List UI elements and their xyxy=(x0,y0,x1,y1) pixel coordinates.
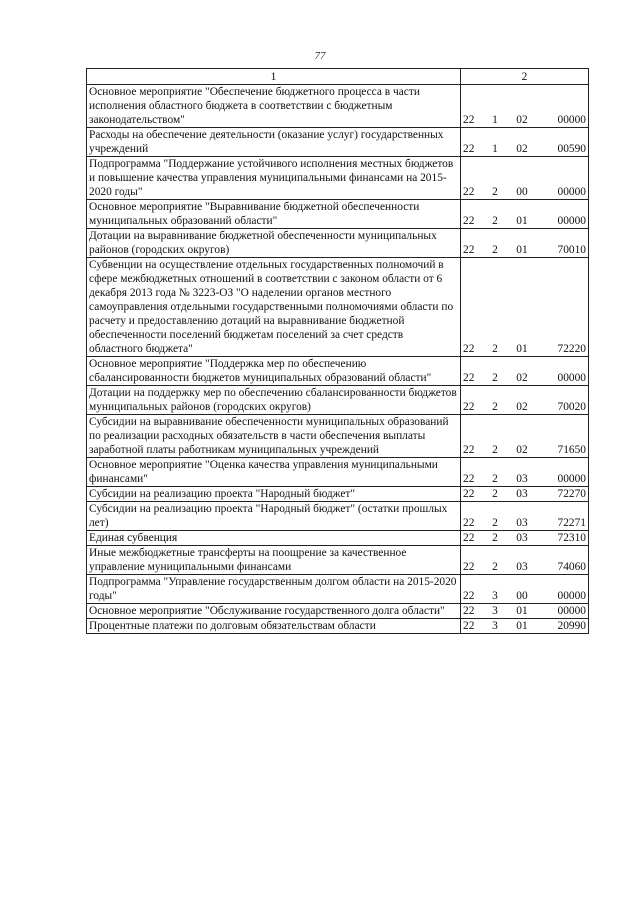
code-direction: 72271 xyxy=(557,517,586,529)
row-classification-code xyxy=(461,229,589,258)
row-classification-code xyxy=(461,415,589,458)
code-activity: 02 xyxy=(516,143,528,155)
code-direction: 70010 xyxy=(557,244,586,256)
row-classification-code xyxy=(461,85,589,128)
row-description: Субсидии на реализацию проекта "Народный бюджет" xyxy=(87,487,461,502)
code-activity: 03 xyxy=(516,532,528,544)
code-direction: 00000 xyxy=(557,372,586,384)
row-description: Единая субвенция xyxy=(87,531,461,546)
table-row xyxy=(87,386,589,415)
code-direction: 00000 xyxy=(557,473,586,485)
table-row xyxy=(87,604,589,619)
code-activity: 03 xyxy=(516,517,528,529)
code-subprogram: 3 xyxy=(492,605,498,617)
row-description: Основное мероприятие "Оценка качества управления муниципальными финансами" xyxy=(87,458,461,487)
row-description: Подпрограмма "Управление государственным долгом области на 2015-2020 годы" xyxy=(87,575,461,604)
row-classification-code xyxy=(461,502,589,531)
code-program: 22 xyxy=(463,143,475,155)
code-subprogram: 2 xyxy=(492,215,498,227)
row-classification-code xyxy=(461,458,589,487)
code-direction: 00000 xyxy=(557,590,586,602)
table-row xyxy=(87,157,589,200)
code-program: 22 xyxy=(463,244,475,256)
code-program: 22 xyxy=(463,532,475,544)
row-description: Процентные платежи по долговым обязательствам области xyxy=(87,619,461,634)
code-activity: 00 xyxy=(516,186,528,198)
table-row xyxy=(87,502,589,531)
code-subprogram: 2 xyxy=(492,186,498,198)
row-classification-code xyxy=(461,200,589,229)
code-program: 22 xyxy=(463,215,475,227)
code-direction: 00000 xyxy=(557,215,586,227)
row-classification-code xyxy=(461,386,589,415)
table-row xyxy=(87,619,589,634)
code-activity: 02 xyxy=(516,444,528,456)
code-subprogram: 2 xyxy=(492,401,498,413)
code-subprogram: 2 xyxy=(492,561,498,573)
code-program: 22 xyxy=(463,473,475,485)
row-classification-code xyxy=(461,619,589,634)
code-activity: 03 xyxy=(516,488,528,500)
row-description: Расходы на обеспечение деятельности (оказание услуг) государственных учреждений xyxy=(87,128,461,157)
row-description: Субсидии на реализацию проекта "Народный бюджет" (остатки прошлых лет) xyxy=(87,502,461,531)
code-activity: 01 xyxy=(516,620,528,632)
row-description: Основное мероприятие "Обеспечение бюджетного процесса в части исполнения областного бюджета в соответствии с бюджетным законодательством" xyxy=(87,85,461,128)
table-row xyxy=(87,531,589,546)
code-program: 22 xyxy=(463,517,475,529)
table-row xyxy=(87,546,589,575)
code-direction: 72270 xyxy=(557,488,586,500)
table-row xyxy=(87,487,589,502)
code-program: 22 xyxy=(463,620,475,632)
budget-classification-table xyxy=(86,68,589,634)
code-program: 22 xyxy=(463,488,475,500)
code-subprogram: 2 xyxy=(492,372,498,384)
table-row xyxy=(87,575,589,604)
table-header-row xyxy=(87,69,589,85)
code-activity: 00 xyxy=(516,590,528,602)
table-row xyxy=(87,415,589,458)
code-subprogram: 3 xyxy=(492,590,498,602)
code-program: 22 xyxy=(463,561,475,573)
code-program: 22 xyxy=(463,444,475,456)
table-row xyxy=(87,357,589,386)
header-col-2: 2 xyxy=(461,69,589,85)
code-subprogram: 1 xyxy=(492,143,498,155)
row-classification-code xyxy=(461,357,589,386)
code-subprogram: 2 xyxy=(492,473,498,485)
code-direction: 72310 xyxy=(557,532,586,544)
code-activity: 02 xyxy=(516,401,528,413)
row-description: Основное мероприятие "Обслуживание государственного долга области" xyxy=(87,604,461,619)
table-row xyxy=(87,128,589,157)
code-direction: 00000 xyxy=(557,605,586,617)
code-program: 22 xyxy=(463,590,475,602)
code-activity: 03 xyxy=(516,473,528,485)
code-subprogram: 1 xyxy=(492,114,498,126)
code-activity: 01 xyxy=(516,605,528,617)
row-classification-code xyxy=(461,487,589,502)
row-classification-code xyxy=(461,258,589,357)
row-description: Дотации на выравнивание бюджетной обеспеченности муниципальных районов (городских округов) xyxy=(87,229,461,258)
row-description: Субсидии на выравнивание обеспеченности муниципальных образований по реализации расходных обязательств в части обеспечения выплаты заработной платы работникам муниципальных учреждений xyxy=(87,415,461,458)
row-description: Основное мероприятие "Выравнивание бюджетной обеспеченности муниципальных образований области" xyxy=(87,200,461,229)
row-classification-code xyxy=(461,546,589,575)
code-program: 22 xyxy=(463,343,475,355)
code-activity: 03 xyxy=(516,561,528,573)
table-row xyxy=(87,200,589,229)
code-direction: 00000 xyxy=(557,114,586,126)
code-program: 22 xyxy=(463,372,475,384)
header-col-1: 1 xyxy=(87,69,461,85)
code-direction: 72220 xyxy=(557,343,586,355)
code-subprogram: 3 xyxy=(492,620,498,632)
code-activity: 02 xyxy=(516,372,528,384)
row-classification-code xyxy=(461,575,589,604)
code-activity: 01 xyxy=(516,244,528,256)
row-classification-code xyxy=(461,157,589,200)
code-direction: 20990 xyxy=(557,620,586,632)
row-classification-code xyxy=(461,604,589,619)
row-description: Иные межбюджетные трансферты на поощрение за качественное управление муниципальными финансами xyxy=(87,546,461,575)
page-number: 77 xyxy=(314,50,326,62)
table-row xyxy=(87,85,589,128)
code-subprogram: 2 xyxy=(492,488,498,500)
code-activity: 01 xyxy=(516,215,528,227)
code-activity: 02 xyxy=(516,114,528,126)
code-program: 22 xyxy=(463,114,475,126)
table-row xyxy=(87,258,589,357)
code-subprogram: 2 xyxy=(492,532,498,544)
code-direction: 00590 xyxy=(557,143,586,155)
code-direction: 00000 xyxy=(557,186,586,198)
row-description: Дотации на поддержку мер по обеспечению сбалансированности бюджетов муниципальных районов (городских округов) xyxy=(87,386,461,415)
code-subprogram: 2 xyxy=(492,244,498,256)
row-description: Субвенции на осуществление отдельных государственных полномочий в сфере межбюджетных отношений в соответствии с законом области от 6 декабря 2013 года № 3223-ОЗ "О наделении органов местного самоуправления отдельными государственными полномочиями области по расчету и предоставлению дотаций на выравнивание бюджетной обеспеченности поселений бюджетам поселений за счет средств областного бюджета" xyxy=(87,258,461,357)
row-description: Подпрограмма "Поддержание устойчивого исполнения местных бюджетов и повышение качества управления муниципальными финансами на 2015-2020 годы" xyxy=(87,157,461,200)
code-direction: 70020 xyxy=(557,401,586,413)
table-row xyxy=(87,229,589,258)
table-row xyxy=(87,458,589,487)
code-program: 22 xyxy=(463,605,475,617)
row-classification-code xyxy=(461,531,589,546)
code-subprogram: 2 xyxy=(492,343,498,355)
code-program: 22 xyxy=(463,401,475,413)
code-direction: 71650 xyxy=(557,444,586,456)
code-subprogram: 2 xyxy=(492,517,498,529)
row-description: Основное мероприятие "Поддержка мер по обеспечению сбалансированности бюджетов муниципальных образований области" xyxy=(87,357,461,386)
row-classification-code xyxy=(461,128,589,157)
code-activity: 01 xyxy=(516,343,528,355)
code-direction: 74060 xyxy=(557,561,586,573)
code-program: 22 xyxy=(463,186,475,198)
code-subprogram: 2 xyxy=(492,444,498,456)
